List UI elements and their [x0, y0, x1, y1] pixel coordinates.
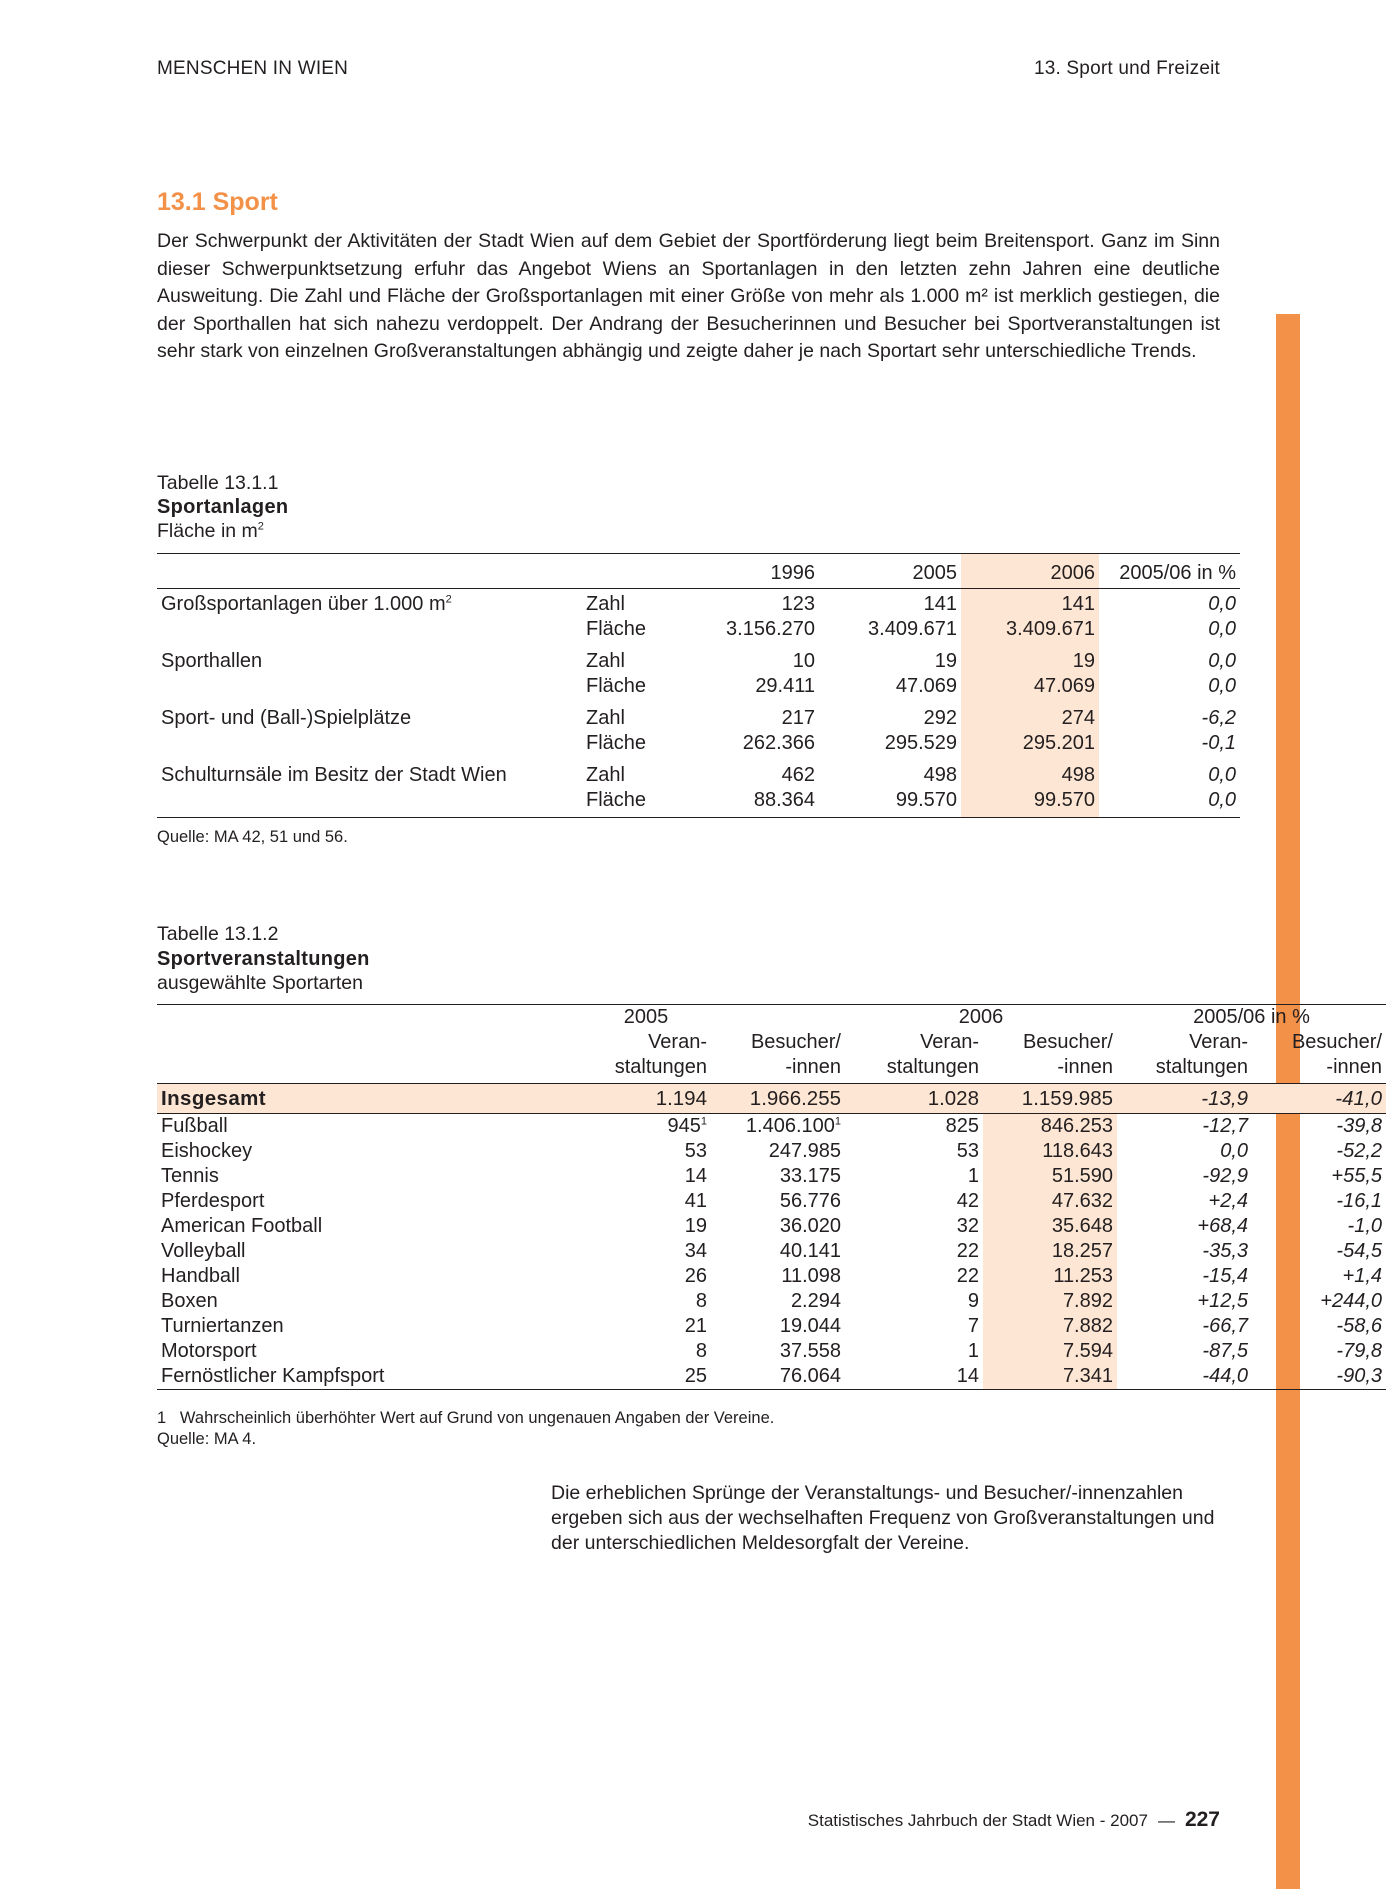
table-cell: 3.409.671 [961, 617, 1099, 646]
table-cell: 47.069 [895, 675, 957, 697]
table-cell: 41 [684, 1190, 707, 1212]
row-label: Insgesamt [157, 1084, 447, 1114]
table-cell: 88.364 [753, 789, 815, 811]
table1-title: Sportanlagen [157, 496, 289, 518]
row-label: Fernöstlicher Kampfsport [161, 1365, 385, 1387]
footer-text: Statistisches Jahrbuch der Stadt Wien - 2007 [807, 1811, 1148, 1830]
table-cell: -15,4 [1202, 1265, 1248, 1287]
table-cell: 7 [967, 1315, 979, 1337]
table-cell: +12,5 [1197, 1290, 1248, 1312]
table-cell: 0,0 [1208, 789, 1236, 811]
table-cell: 123 [781, 593, 815, 615]
table-row [157, 1164, 1386, 1189]
table-row [157, 1189, 1386, 1214]
table2-footnote: 1 Wahrscheinlich überhöhter Wert auf Grund von ungenauen Angaben der Vereine. [157, 1409, 775, 1427]
table-header-row [157, 1055, 1386, 1084]
table2-caption [157, 922, 370, 996]
table-cell: -1,0 [1347, 1215, 1383, 1237]
group-header: 2005/06 in % [1193, 1006, 1310, 1028]
table-cell: 14 [956, 1365, 979, 1387]
table-cell: 42 [956, 1190, 979, 1212]
table-cell: +244,0 [1320, 1290, 1383, 1312]
table-total-row [157, 1084, 1386, 1114]
table-cell: -92,9 [1202, 1165, 1248, 1187]
table-row [157, 1339, 1386, 1364]
table-cell: 29.411 [755, 675, 815, 697]
table-cell: 99.570 [895, 789, 957, 811]
col-header: -innen [1252, 1055, 1386, 1084]
table-cell: 11.098 [781, 1265, 841, 1287]
table-cell: 22 [956, 1240, 979, 1262]
table1-source: Quelle: MA 42, 51 und 56. [157, 828, 348, 846]
row-label [157, 617, 582, 646]
row-label: Motorsport [161, 1340, 257, 1362]
table-row [157, 788, 1240, 818]
row-label [157, 674, 582, 703]
col-header: Besucher/ [1291, 1031, 1383, 1053]
table-cell: 19 [934, 650, 957, 672]
col-header: Besucher/ [1022, 1031, 1113, 1053]
table-cell: 0,0 [1208, 593, 1236, 615]
measure-label: Zahl [586, 593, 625, 615]
table-cell: 141 [961, 589, 1099, 618]
row-label: Großsportanlagen über 1.000 $m^2$ [161, 593, 452, 615]
table-row [157, 1314, 1386, 1339]
table-cell: $945^1$ [667, 1115, 707, 1137]
table-cell: +1,4 [1342, 1265, 1383, 1287]
table-cell: 1.966.255 [711, 1084, 845, 1114]
table-cell: -87,5 [1202, 1340, 1248, 1362]
running-header-left: MENSCHEN IN WIEN [157, 58, 349, 79]
table-cell: 0,0 [1208, 650, 1236, 672]
table-cell: 14 [684, 1165, 707, 1187]
table-cell: 33.175 [779, 1165, 841, 1187]
table2-source: Quelle: MA 4. [157, 1430, 257, 1448]
table-row [157, 1214, 1386, 1239]
table1-subtitle: Fläche in $m^2$ [157, 520, 264, 542]
col-header: 2006 [961, 554, 1099, 589]
table-cell: 99.570 [961, 788, 1099, 818]
table-cell: -41,0 [1252, 1084, 1386, 1114]
table-row [157, 646, 1240, 674]
table-cell: 18.257 [983, 1239, 1117, 1264]
table-cell: 1 [967, 1165, 979, 1187]
col-header: -innen [983, 1055, 1117, 1084]
table-row [157, 703, 1240, 731]
table-cell: 51.590 [983, 1164, 1117, 1189]
table-row [157, 1289, 1386, 1314]
table-row [157, 674, 1240, 703]
table-cell: 53 [956, 1140, 979, 1162]
row-label [157, 788, 582, 818]
table-cell: 35.648 [983, 1214, 1117, 1239]
table-cell: 295.529 [884, 732, 957, 754]
col-header: -innen [711, 1055, 845, 1084]
table-cell: 7.341 [983, 1364, 1117, 1390]
table-cell: 2.294 [790, 1290, 841, 1312]
table-row [157, 760, 1240, 788]
table-cell: -79,8 [1336, 1340, 1383, 1362]
table-row [157, 589, 1240, 618]
row-label: American Football [161, 1215, 323, 1237]
table-cell: 7.594 [983, 1339, 1117, 1364]
table-cell: -52,2 [1336, 1140, 1383, 1162]
col-header: 1996 [677, 554, 819, 589]
table-cell: 3.156.270 [726, 618, 815, 640]
table-cell: -16,1 [1336, 1190, 1383, 1212]
row-label: Schulturnsäle im Besitz der Stadt Wien [161, 764, 507, 786]
table-cell: 3.409.671 [868, 618, 957, 640]
table-cell: 47.632 [983, 1189, 1117, 1214]
table-cell: +68,4 [1197, 1215, 1248, 1237]
measure-label: Zahl [586, 650, 625, 672]
table-cell: -66,7 [1202, 1315, 1248, 1337]
page-footer [808, 1808, 1220, 1832]
table2-notes [157, 1408, 774, 1450]
table-cell: -54,5 [1336, 1240, 1383, 1262]
col-header: Veran- [920, 1031, 979, 1053]
table-cell: 53 [684, 1140, 707, 1162]
measure-label: Fläche [586, 675, 647, 697]
row-label: Turniertanzen [161, 1315, 284, 1337]
col-header: staltungen [1117, 1055, 1252, 1084]
table-cell: 274 [961, 703, 1099, 731]
table-cell: 1.406.100$^1$ [745, 1115, 841, 1137]
group-header: 2005 [623, 1006, 669, 1028]
col-header: Veran- [1189, 1031, 1248, 1053]
table-cell: +2,4 [1208, 1190, 1248, 1212]
table-cell: 26 [684, 1265, 707, 1287]
table-row [157, 1364, 1386, 1390]
table-cell: 118.643 [983, 1139, 1117, 1164]
table-cell: 247.985 [768, 1140, 841, 1162]
table-cell: 11.253 [983, 1264, 1117, 1289]
table-cell: 295.201 [961, 731, 1099, 760]
table-row [157, 1264, 1386, 1289]
table-header-row [157, 1005, 1386, 1031]
table-cell: 19 [961, 646, 1099, 674]
col-header: staltungen [845, 1055, 983, 1084]
col-header: staltungen [447, 1055, 711, 1084]
row-label: Tennis [161, 1165, 219, 1187]
table-cell: 7.882 [983, 1314, 1117, 1339]
table1-label: Tabelle 13.1.1 [157, 472, 279, 494]
table1-caption [157, 471, 288, 543]
table-cell: 25 [684, 1365, 707, 1387]
table-header-row [157, 1030, 1386, 1055]
table-cell: 10 [792, 650, 815, 672]
row-label [157, 731, 582, 760]
table-cell: 1 [967, 1340, 979, 1362]
table-cell: 825 [945, 1115, 979, 1137]
table-cell: -90,3 [1336, 1365, 1383, 1387]
table-cell: 498 [961, 760, 1099, 788]
table-cell: -58,6 [1336, 1315, 1383, 1337]
table-cell: 76.064 [779, 1365, 841, 1387]
col-header: Besucher/ [750, 1031, 841, 1053]
table-cell: 36.020 [779, 1215, 841, 1237]
table-cell: 217 [781, 707, 815, 729]
table-cell: -12,7 [1202, 1115, 1248, 1137]
table-row [157, 731, 1240, 760]
table-cell: 262.366 [742, 732, 815, 754]
table-cell: -0,1 [1201, 732, 1236, 754]
measure-label: Zahl [586, 707, 625, 729]
intro-paragraph: Der Schwerpunkt der Aktivitäten der Stadt Wien auf dem Gebiet der Sportförderung liegt beim Breitensport. Ganz im Sinn dieser Schwerpunktsetzung erfuhr das Angebot Wiens an Sportanlagen in den letzten zehn Jahren eine deutliche Ausweitung. Die Zahl und Fläche der Großsportanlagen mit einer Größe von mehr als 1.000 m² ist merklich gestiegen, die der Sporthallen hat sich nahezu verdoppelt. Der Andrang der Besucherinnen und Besucher bei Sportveranstaltungen ist sehr stark von einzelnen Großveranstaltungen abhängig und zeigte daher je nach Sportart sehr unterschiedliche Trends. [157, 230, 1220, 362]
table-cell: 19.044 [779, 1315, 841, 1337]
table2-title: Sportveranstaltungen [157, 947, 370, 970]
table-cell: 292 [923, 707, 957, 729]
table-row [157, 1139, 1386, 1164]
row-label: Sporthallen [161, 650, 263, 672]
table-header-row [157, 554, 1240, 589]
footer-dash: — [1157, 1811, 1175, 1830]
table-cell: +55,5 [1331, 1165, 1383, 1187]
table-sportanlagen [157, 553, 1240, 818]
table-cell: 0,0 [1220, 1140, 1248, 1162]
table-cell: 0,0 [1208, 618, 1236, 640]
closing-paragraph: Die erheblichen Sprünge der Veranstaltungs- und Besucher/-innenzahlen ergeben sich aus der wechselhaften Frequenz von Großveranstaltungen und der unterschiedlichen Meldesorgfalt der Vereine. [551, 1482, 1215, 1554]
table-cell: 462 [781, 764, 815, 786]
page-number: 227 [1184, 1808, 1220, 1831]
table-cell: 141 [923, 593, 957, 615]
table-cell: 846.253 [983, 1114, 1117, 1140]
table-cell: 19 [684, 1215, 707, 1237]
table-cell: 0,0 [1208, 675, 1236, 697]
col-header: Veran- [648, 1031, 707, 1053]
table-cell: -44,0 [1202, 1365, 1248, 1387]
group-header: 2006 [958, 1006, 1004, 1028]
row-label: Sport- und (Ball-)Spielplätze [161, 707, 412, 729]
table-sportveranstaltungen [157, 1004, 1386, 1390]
table-cell: 8 [695, 1290, 707, 1312]
table2-subtitle: ausgewählte Sportarten [157, 972, 363, 994]
table-row [157, 1114, 1386, 1140]
measure-label: Fläche [586, 789, 647, 811]
measure-label: Zahl [586, 764, 625, 786]
col-header: 2005 [819, 554, 961, 589]
table-cell: -6,2 [1201, 707, 1236, 729]
table-cell: 32 [956, 1215, 979, 1237]
table-cell: 37.558 [779, 1340, 841, 1362]
table2-label: Tabelle 13.1.2 [157, 923, 279, 945]
table-cell: 0,0 [1208, 764, 1236, 786]
row-label: Volleyball [161, 1240, 246, 1262]
running-header-right: 13. Sport und Freizeit [1033, 58, 1220, 79]
table-cell: 1.194 [447, 1084, 711, 1114]
table-cell: 8 [695, 1340, 707, 1362]
table-cell: 47.069 [961, 674, 1099, 703]
table-cell: -35,3 [1202, 1240, 1248, 1262]
table-cell: 56.776 [779, 1190, 841, 1212]
measure-label: Fläche [586, 618, 647, 640]
table-cell: 1.159.985 [983, 1084, 1117, 1114]
measure-label: Fläche [586, 732, 647, 754]
row-label: Eishockey [161, 1140, 253, 1162]
table-cell: 7.892 [983, 1289, 1117, 1314]
row-label: Fußball [161, 1115, 228, 1137]
table-cell: 498 [923, 764, 957, 786]
row-label: Pferdesport [161, 1190, 265, 1212]
table-row [157, 1239, 1386, 1264]
table-cell: 1.028 [845, 1084, 983, 1114]
table-row [157, 617, 1240, 646]
table-cell: 21 [684, 1315, 707, 1337]
table-cell: 22 [956, 1265, 979, 1287]
table-cell: 40.141 [779, 1240, 841, 1262]
table-cell: 34 [684, 1240, 707, 1262]
section-title: 13.1 Sport [157, 188, 278, 216]
table-cell: -39,8 [1336, 1115, 1383, 1137]
table-cell: -13,9 [1117, 1084, 1252, 1114]
table-cell: 9 [967, 1290, 979, 1312]
row-label: Boxen [161, 1290, 218, 1312]
col-header: 2005/06 in % [1099, 554, 1240, 589]
row-label: Handball [161, 1265, 240, 1287]
